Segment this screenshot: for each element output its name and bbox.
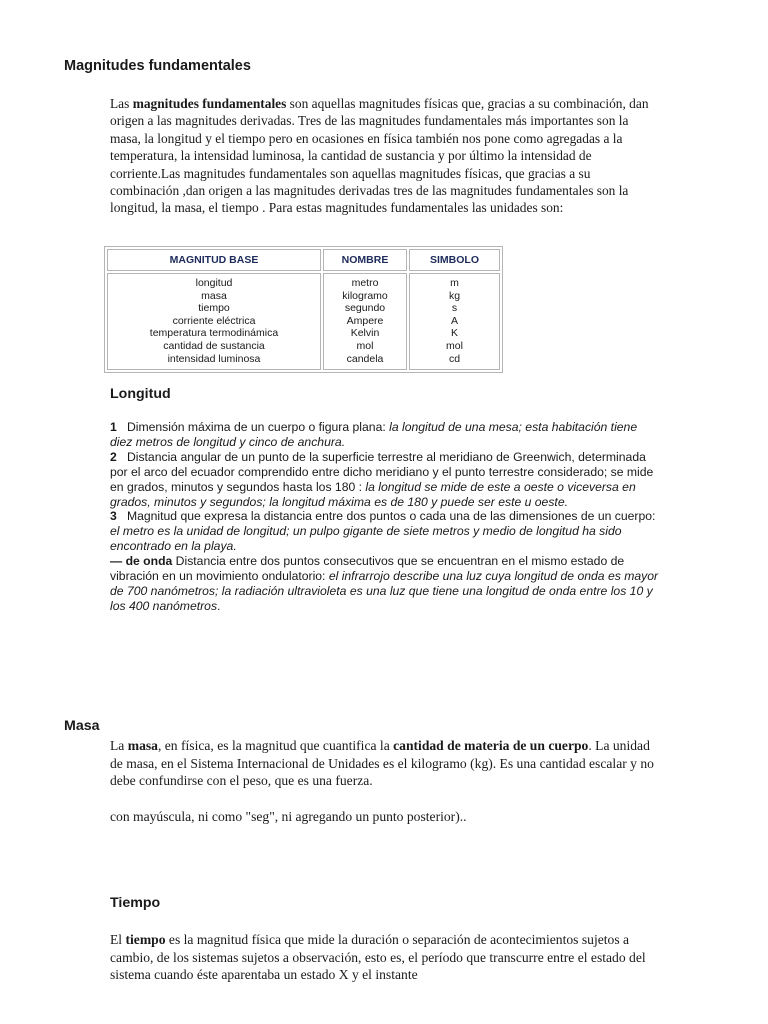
magnitud-column bbox=[107, 273, 321, 370]
tiempo-heading: Tiempo bbox=[110, 895, 161, 911]
table-cell: kilogramo bbox=[342, 289, 388, 302]
definition-example: el metro es la unidad de longitud; un pulpo gigante de siete metros y medio de longitud ha sido encontrado en la playa. bbox=[110, 524, 622, 554]
header-nombre: NOMBRE bbox=[323, 249, 407, 271]
intro-bold-term: magnitudes fundamentales bbox=[132, 96, 287, 111]
tiempo-bold-term: tiempo bbox=[125, 932, 166, 947]
table-cell: masa bbox=[201, 289, 227, 302]
definition-2 bbox=[110, 450, 662, 510]
nombre-column bbox=[323, 273, 407, 370]
table-cell: mol bbox=[356, 339, 374, 352]
tiempo-text-2: es la magnitud física que mide la duración o separación de acontecimientos sujetos a cambio, de los sistemas sujetos a observación, esto es, el período que transcurre entre el estado del sistema cuando éste aparentaba un estado X y el instante bbox=[110, 932, 646, 983]
table-cell: mol bbox=[446, 339, 463, 352]
definition-number: 1 bbox=[110, 420, 117, 434]
masa-text-2: , en física, es la magnitud que cuantifica la bbox=[157, 738, 394, 753]
masa-bold-1: masa bbox=[127, 738, 158, 753]
table-body-row bbox=[107, 273, 500, 370]
definition-text: Distancia entre dos puntos consecutivos que se encuentran en el mismo estado de vibración en un movimiento ondulatorio: bbox=[110, 554, 625, 584]
table-cell: cd bbox=[448, 352, 461, 365]
definition-text: Dimensión máxima de un cuerpo o figura plana: bbox=[116, 420, 390, 434]
table-cell: Kelvin bbox=[350, 327, 380, 340]
masa-fragment: con mayúscula, ni como "seg", ni agregando un punto posterior).. bbox=[110, 809, 467, 824]
masa-text-3: . La unidad de masa, en el Sistema Internacional de Unidades es el kilogramo (kg). Es una cantidad escalar y no debe confundirse con el peso, que es una fuerza. bbox=[110, 738, 654, 789]
definition-number: — de onda bbox=[110, 554, 173, 569]
definition-text: Distancia angular de un punto de la superficie terrestre al meridiano de Greenwich, determinada por el arco del ecuador comprendido entre dicho meridiano y el punto terrestre considerado; se mide en grados, minutos y segundos hasta los 180 : bbox=[110, 449, 657, 494]
masa-text-1: La bbox=[110, 738, 128, 753]
table-cell: metro bbox=[351, 277, 379, 289]
definition-1 bbox=[110, 420, 662, 450]
table-cell: longitud bbox=[195, 277, 233, 289]
definition-text: Magnitud que expresa la distancia entre dos puntos o cada una de las dimensiones de un cuerpo: bbox=[116, 509, 659, 524]
definition-number: 2 bbox=[110, 449, 117, 464]
units-table bbox=[104, 246, 503, 373]
longitud-definitions bbox=[110, 420, 662, 614]
page-title: Magnitudes fundamentales bbox=[64, 58, 251, 74]
masa-bold-2: cantidad de materia de un cuerpo bbox=[393, 738, 589, 753]
definition-number: 3 bbox=[110, 509, 117, 524]
tiempo-paragraph bbox=[110, 931, 660, 984]
table-cell: segundo bbox=[344, 302, 386, 315]
table-cell: intensidad luminosa bbox=[167, 352, 261, 365]
tiempo-text-1: El bbox=[110, 932, 126, 947]
table-cell: corriente eléctrica bbox=[172, 314, 256, 327]
table-cell: A bbox=[450, 314, 458, 327]
table-cell: candela bbox=[346, 352, 384, 365]
definition-example: la longitud se mide de este a oeste o viceversa en grados, minutos y segundos; la longitud máxima es de 180 y puede ser este u oeste. bbox=[110, 479, 636, 509]
masa-heading: Masa bbox=[64, 718, 100, 734]
definition-example: el infrarrojo describe una luz cuya longitud de onda es mayor de 700 nanómetros; la radiación ultravioleta es una luz que tiene una longitud de onda entre los 10 y los 400 nanómetros bbox=[110, 569, 659, 613]
intro-paragraph bbox=[110, 95, 658, 217]
table-cell: kg bbox=[448, 289, 461, 302]
table-cell: Ampere bbox=[346, 314, 384, 327]
table-cell: K bbox=[450, 327, 458, 340]
header-simbolo: SIMBOLO bbox=[409, 249, 500, 271]
definition-example: la longitud de una mesa; esta habitación tiene diez metros de longitud y cinco de anchura. bbox=[110, 420, 638, 449]
table-cell: cantidad de sustancia bbox=[163, 339, 265, 352]
intro-text-2: son aquellas magnitudes físicas que, gracias a su combinación, dan origen a las magnitudes derivadas. Tres de las magnitudes fundamentales más importantes son la masa, la longitud y el tiempo pero en ocasiones en física también nos pone como agregadas a la temperatura, la intensidad luminosa, la cantidad de sustancia y por último la intensidad de corriente.Las magnitudes fundamentales son aquellas magnitudes físicas, que gracias a su combinación ,dan origen a las magnitudes derivadas tres de las magnitudes fundamentales son la longitud, la masa, el tiempo . Para estas magnitudes fundamentales las unidades son: bbox=[110, 96, 649, 216]
intro-text-1: Las bbox=[110, 96, 133, 111]
table-cell: temperatura termodinámica bbox=[149, 327, 279, 340]
masa-paragraph bbox=[110, 737, 660, 790]
table-header-row bbox=[107, 249, 500, 271]
table-cell: s bbox=[451, 302, 458, 315]
definition-end: . bbox=[217, 598, 221, 613]
definition-3 bbox=[110, 509, 662, 554]
longitud-heading: Longitud bbox=[110, 386, 171, 402]
header-magnitud: MAGNITUD BASE bbox=[107, 249, 321, 271]
definition-onda bbox=[110, 554, 662, 614]
table-cell: tiempo bbox=[198, 302, 230, 315]
table-cell: m bbox=[450, 277, 459, 289]
simbolo-column bbox=[409, 273, 500, 370]
